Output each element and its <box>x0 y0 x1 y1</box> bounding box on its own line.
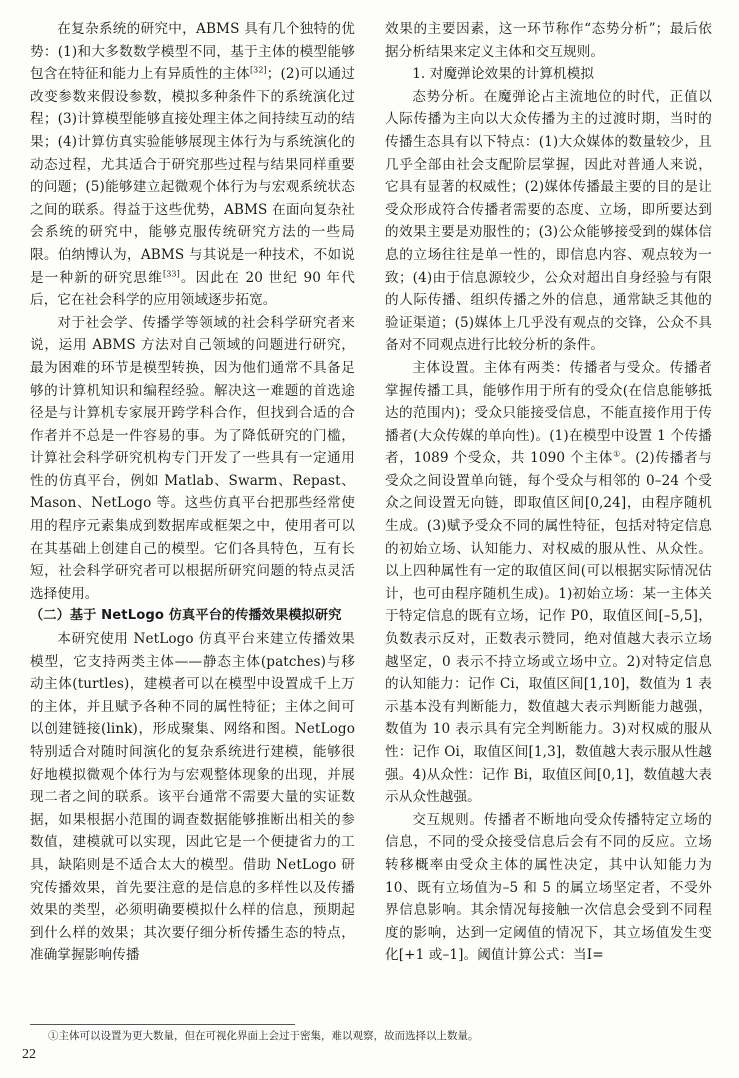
paragraph: 本研究使用 NetLogo 仿真平台来建立传播效果模型，它支持两类主体——静态主体(patches)与移动主体(turtles)，建模者可以在模型中设置成千上万的主体，并且赋予各种不同的属性特征；主体之间可以创建链接(link)，形成聚集、网络和图。NetLogo 特别适合对随时间演化的复杂系统进行建模，能够很好地模拟微观个体行为与宏观整体现象的出现，并展现二者之间的联系。该平台通常不需要大量的实证数据，如果根据小范围的调查数据能够推断出相关的参数值，建模就可以实现，因此它是一个便捷省力的工具，缺陷则是不适合太大的模型。借助 NetLogo 研究传播效果，首先要注意的是信息的多样性以及传播效果的类型，必须明确要模拟什么样的信息，预期起到什么样的效果；其次要仔细分析传播生态的特点，准确掌握影响传播 <box>30 631 355 964</box>
paragraph: 效果的主要因素，这一环节称作“态势分析”；最后依据分析结果来定义主体和交互规则。 <box>385 21 712 60</box>
paragraph: 对于社会学、传播学等领域的社会科学研究者来说，运用 ABMS 方法对自己领域的问题进行研究，最为困难的环节是模型转换，因为他们通常不具备足够的计算机知识和编程经验。解决这一难题的首选途径是与计算机专家展开跨学科合作，但找到合适的合作者并不总是一件容易的事。为了降低研究的门槛，计算社会科学研究机构专门开发了一些具有一定通用性的仿真平台，例如 Matlab、Swarm、Repast、Mason、NetLogo 等。这些仿真平台把那些经常使用的程序元素集成到数据库或框架之中，使用者可以在其基础上创建自己的模型。它们各具特色，互有长短，社会科学研究者可以根据所研究问题的特点灵活选择使用。 <box>30 314 355 602</box>
paragraph: 交互规则。传播者不断地向受众传播特定立场的信息，不同的受众接受信息后会有不同的反应。立场转移概率由受众主体的属性决定，其中认知能力为 10、既有立场值为–5 和 5 的属立场坚定者，不受外界信息影响。其余情况每接触一次信息会受到不同程度的影响，达到一定阈值的情况下，其立场值发生变化[+1 或–1]。阈值计算公式：当I= <box>385 811 712 964</box>
citation-ref: [32] <box>249 65 267 75</box>
paragraph: 主体设置。主体有两类：传播者与受众。传播者掌握传播工具，能够作用于所有的受众(在信息能够抵达的范围内)；受众只能接受信息，不能直接作用于传播者(大众传媒的单向性)。(1)在模型中设置 1 个传播者，1089 个受众，共 1090 个主体①。(2)传播者与受众之间设置单向链，每个受众与相邻的 0–24 个受众之间设置无向链，即取值区间[0,24]，由程序随机生成。(3)赋予受众不同的属性特征，包括对特定信息的初始立场、认知能力、对权威的服从性、从众性。以上四种属性有一定的取值区间(可以根据实际情况估计，也可由程序随机生成)。1)初始立场：某一主体关于特定信息的既有立场，记作 P0，取值区间[–5,5]，负数表示反对，正数表示赞同，绝对值越大表示立场越坚定，0 表示不持立场或立场中立。2)对特定信息的认知能力：记作 Ci，取值区间[1,10]，数值为 1 表示基本没有判断能力，数值越大表示判断能力越强，数值为 10 表示具有完全判断能力。3)对权威的服从性：记作 Oi，取值区间[1,3]，数值越大表示服从性越强。4)从众性：记作 Bi，取值区间[0,1]，数值越大表示从众性越强。 <box>385 359 712 806</box>
footnote: ①主体可以设置为更大数量，但在可视化界面上会过于密集，难以观察，故而选择以上数量。 <box>48 1030 479 1042</box>
page-number: 22 <box>22 1047 36 1062</box>
paragraph: 态势分析。在魔弹论占主流地位的时代，正值以人际传播为主向以大众传播为主的过渡时期，当时的传播生态具有以下特点：(1)大众媒体的数量较少，且几乎全部由社会支配阶层掌握，因此对普通人来说，它具有显著的权威性；(2)媒体传播最主要的目的是让受众形成符合传播者需要的态度、立场，即所要达到的效果主要是劝服性的；(3)公众能够接受到的媒体信息的立场往往是单一性的，即信息内容、观点较为一致；(4)由于信息源较少，公众对超出自身经验与有限的人际传播、组织传播之外的信息，通常缺乏其他的验证渠道；(5)媒体上几乎没有观点的交锋，公众不具备对不同观点进行比较分析的条件。 <box>385 88 712 354</box>
section-heading: （二）基于 NetLogo 仿真平台的传播效果模拟研究 <box>30 608 342 624</box>
paragraph: 在复杂系统的研究中，ABMS 具有几个独特的优势：(1)和大多数数学模型不同，基于主体的模型能够包含在特征和能力上有异质性的主体[32]；(2)可以通过改变参数来假设参数，模拟多种条件下的系统演化过程；(3)计算模型能够直接处理主体之间持续互动的结果；(4)计算仿真实验能够展现主体行为与系统演化的动态过程，尤其适合于研究那些过程与结果同样重要的问题；(5)能够建立起微观个体行为与宏观系统状态之间的联系。得益于这些优势，ABMS 在面向复杂社会系统的研究中，能够克服传统研究方法的一些局限。伯纳博认为，ABMS 与其说是一种技术，不如说是一种新的研究思维[33]。因此在 20 世纪 90 年代后，它在社会科学的应用领域逐步拓宽。 <box>30 21 355 309</box>
footnote-divider <box>30 1024 295 1025</box>
citation-ref: [33] <box>162 269 180 278</box>
left-column <box>30 18 355 967</box>
footnote-ref: ① <box>613 449 621 459</box>
subsection-heading: 1. 对魔弹论效果的计算机模拟 <box>412 66 595 83</box>
right-column <box>385 18 712 967</box>
